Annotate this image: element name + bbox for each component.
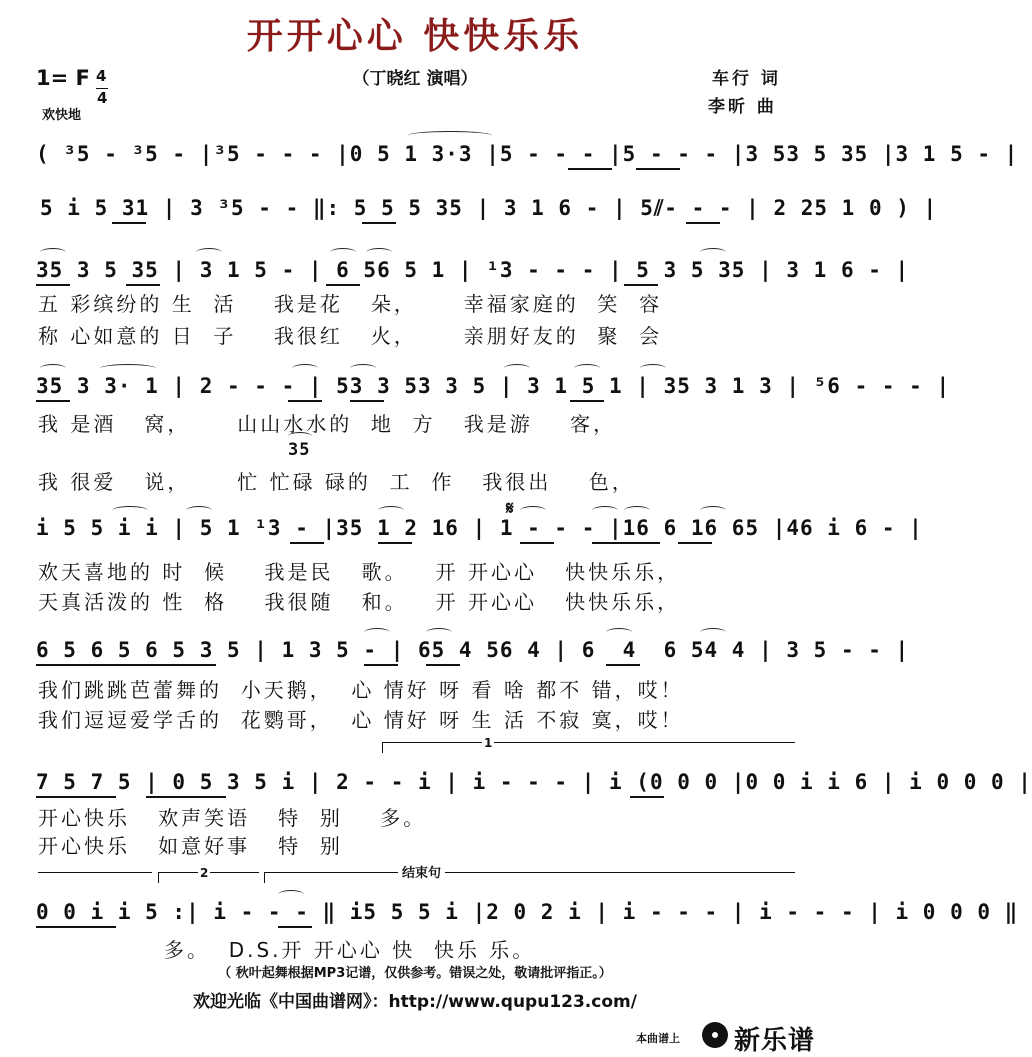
transcription-note: （ 秋叶起舞根据MP3记谱，仅供参考。错误之处，敬请批评指正。） [218, 966, 612, 981]
volta-bracket-2-lead [38, 872, 152, 883]
beam-underline [278, 926, 312, 928]
tie-arc [112, 506, 148, 515]
slur-arc [40, 248, 66, 257]
slur-arc [606, 628, 632, 637]
slur-arc [574, 364, 600, 373]
beam-underline [624, 284, 658, 286]
beam-underline [426, 664, 460, 666]
beam-underline [362, 222, 396, 224]
slur-arc [504, 364, 530, 373]
beam-underline [36, 796, 116, 798]
slur-arc [520, 506, 546, 515]
beam-underline [520, 542, 554, 544]
beam-underline [290, 542, 324, 544]
welcome-link-text[interactable]: 欢迎光临《中国曲谱网》：http://www.qupu123.com/ [193, 992, 637, 1012]
beam-underline [36, 664, 216, 666]
slur-arc [186, 506, 212, 515]
slur-arc [288, 432, 312, 441]
lyric-line-3a: 五 彩缤纷的 生 活 我是花 朵， 幸福家庭的 笑 容 [38, 292, 663, 316]
slur-arc [624, 506, 650, 515]
score-line-2: 5 i 5 31 | 3 ³5 - - ‖: 5 5 5 35 | 3 1 6 - | 5⫽- - - | 2 25 1 0 ) | [40, 196, 938, 220]
time-signature-top: 4 [96, 67, 107, 85]
slur-arc [700, 628, 726, 637]
volta-2-label: 2 [200, 866, 209, 880]
beam-underline [606, 664, 640, 666]
slur-arc [592, 506, 618, 515]
singer-credit: （丁晓红 演唱） [352, 69, 478, 89]
lyric-line-7b: 开心快乐 如意好事 特 别 [38, 834, 343, 858]
ending-bracket [264, 872, 795, 883]
beam-underline [626, 542, 660, 544]
beam-underline [36, 400, 70, 402]
slur-arc [196, 248, 222, 257]
volta-1-label: 1 [484, 736, 493, 750]
slur-arc [278, 890, 304, 899]
beam-underline [112, 222, 146, 224]
segno-sign: 𝄋 [506, 498, 514, 519]
score-line-4: 35 3 3· 1 | 2 - - - | 53 3 53 3 5 | 3 1 5 1 | 35 3 1 3 | ⁵6 - - - | [36, 374, 951, 398]
beam-underline [146, 796, 226, 798]
slur-arc [366, 248, 392, 257]
lyric-line-5a: 欢天喜地的 时 候 我是民 歌。 开 开心心 快快乐乐， [38, 560, 681, 584]
slur-arc [364, 628, 390, 637]
slur-arc [292, 364, 318, 373]
beam-underline [630, 796, 664, 798]
key-signature: 1= F [36, 66, 90, 90]
time-signature-bottom: 4 [97, 89, 108, 107]
score-line-1: ( ³5 - ³5 - |³5 - - - |0 5 1 3·3 |5 - - - |5 - - - |3 53 5 35 |3 1 5 - | [36, 142, 1019, 166]
song-title: 开开心心 快快乐乐 [246, 16, 584, 57]
beam-underline [636, 168, 680, 170]
slur-arc [330, 248, 356, 257]
record-disc-icon [702, 1022, 728, 1048]
lyric-line-3b: 称 心如意的 日 子 我很红 火， 亲朋好友的 聚 会 [38, 324, 663, 348]
beam-underline [568, 168, 612, 170]
tie-arc [100, 364, 156, 373]
lyricist-credit: 车行 词 [712, 69, 781, 89]
badge-brand-text: 新乐谱 [734, 1026, 816, 1056]
lyric-line-7a: 开心快乐 欢声笑语 特 别 多。 [38, 806, 427, 830]
tie-arc [408, 131, 492, 140]
score-line-3: 35 3 5 35 | 3 1 5 - | 6 56 5 1 | ¹3 - - - | 5 3 5 35 | 3 1 6 - | [36, 258, 910, 282]
score-line-5: i 5 5 i i | 5 1 ¹3 - |35 1 2 16 | 1 - - - |16 6 16 65 |46 i 6 - | [36, 516, 923, 540]
slur-arc [700, 248, 726, 257]
slur-arc [378, 506, 404, 515]
lyric-line-5b: 天真活泼的 性 格 我很随 和。 开 开心心 快快乐乐， [38, 590, 681, 614]
lyric-line-4a: 我 是酒 窝， 山山水水的 地 方 我是游 客， [38, 412, 617, 436]
alternate-notes: 35 [288, 440, 311, 460]
lyric-line-8: 多。 D.S.开 开心心 快 快乐 乐。 [164, 938, 536, 962]
beam-underline [288, 400, 322, 402]
slur-arc [350, 364, 376, 373]
slur-arc [700, 506, 726, 515]
lyric-line-6a: 我们跳跳芭蕾舞的 小天鹅， 心 情好 呀 看 啥 都不 错，哎！ [38, 678, 684, 702]
beam-underline [686, 222, 720, 224]
beam-underline [378, 542, 412, 544]
beam-underline [678, 542, 712, 544]
lyric-line-6b: 我们逗逗爱学舌的 花鹦哥， 心 情好 呀 生 活 不寂 寞，哎！ [38, 708, 684, 732]
beam-underline [364, 664, 398, 666]
tempo-marking: 欢快地 [42, 108, 82, 123]
beam-underline [126, 284, 160, 286]
beam-underline [36, 926, 116, 928]
beam-underline [570, 400, 604, 402]
badge-small-text: 本曲谱上 [636, 1032, 680, 1045]
score-line-7: 7 5 7 5 | 0 5 3 5 i | 2 - - i | i - - - | i (0 0 0 |0 0 i i 6 | i 0 0 0 | [36, 770, 1032, 794]
slur-arc [426, 628, 452, 637]
volta-bracket-1 [382, 742, 795, 753]
score-line-6: 6 5 6 5 6 5 3 5 | 1 3 5 - | 65 4 56 4 | 6 4 6 54 4 | 3 5 - - | [36, 638, 910, 662]
composer-credit: 李昕 曲 [708, 97, 777, 117]
beam-underline [592, 542, 626, 544]
slur-arc [40, 364, 66, 373]
ending-label: 结束句 [398, 862, 445, 881]
beam-underline [350, 400, 384, 402]
lyric-line-4b: 我 很爱 说， 忙 忙碌 碌的 工 作 我很出 色， [38, 470, 635, 494]
beam-underline [326, 284, 360, 286]
brand-badge [636, 1018, 826, 1056]
score-line-8: 0 0 i i 5 :| i - - - ‖ i5 5 5 i |2 0 2 i | i - - - | i - - - | i 0 0 0 ‖ [36, 900, 1019, 924]
beam-underline [36, 284, 70, 286]
slur-arc [640, 364, 666, 373]
